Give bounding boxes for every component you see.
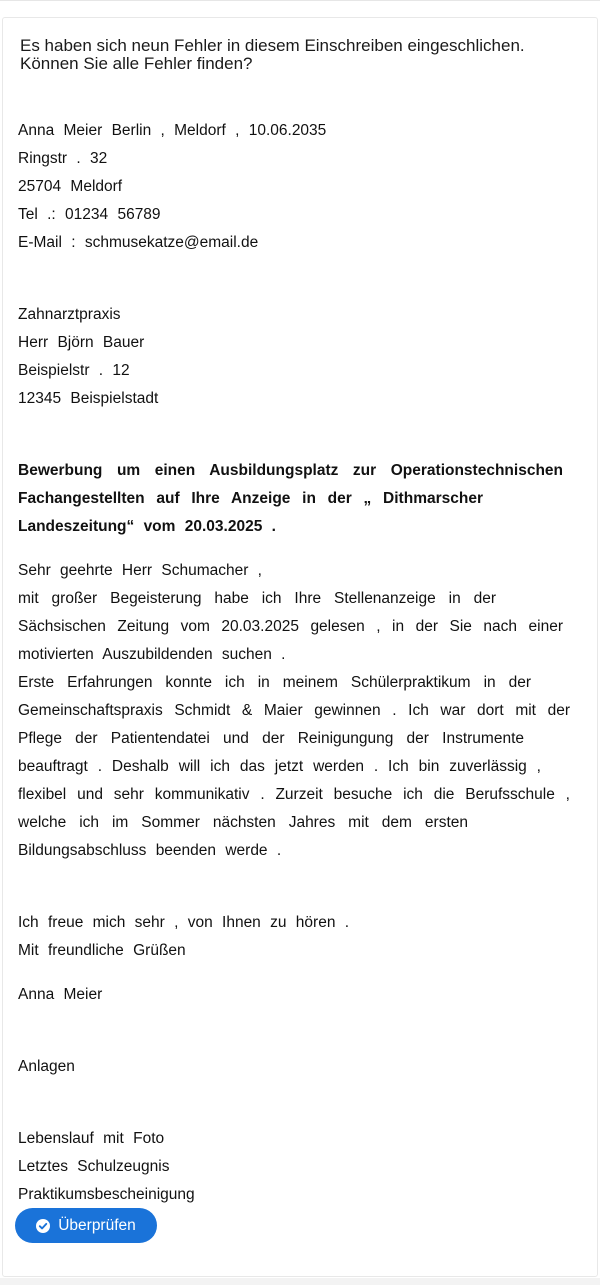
instruction-line-2: Können Sie alle Fehler finden? (20, 54, 253, 73)
recipient-line: Herr Björn Bauer (18, 334, 145, 351)
exercise-instruction (20, 37, 580, 73)
attachment-item: Letztes Schulzeugnis (18, 1158, 170, 1175)
sender-line: Anna Meier Berlin , Meldorf , 10.06.2035 (18, 122, 327, 139)
body-line: Erste Erfahrungen konnte ich in meinem Schülerpraktikum in der (18, 674, 531, 691)
recipient-line: Beispielstr . 12 (18, 362, 130, 379)
body-line: welche ich im Sommer nächsten Jahres mit dem ersten (18, 814, 468, 831)
salutation: Sehr geehrte Herr Schumacher , (18, 562, 262, 579)
attachments-heading: Anlagen (18, 1058, 75, 1075)
bottom-divider (0, 1278, 600, 1285)
sender-line: Ringstr . 32 (18, 150, 108, 167)
attachment-item: Lebenslauf mit Foto (18, 1130, 165, 1147)
closing-line: Ich freue mich sehr , von Ihnen zu hören . (18, 914, 350, 931)
recipient-line: Zahnarztpraxis (18, 306, 121, 323)
subject-line: Bewerbung um einen Ausbildungsplatz zur Operationstechnischen (18, 462, 563, 479)
body-line: mit großer Begeisterung habe ich Ihre Stellenanzeige in der (18, 590, 496, 607)
top-divider (0, 0, 600, 1)
body-line: Sächsischen Zeitung vom 20.03.2025 gelesen , in der Sie nach einer (18, 618, 563, 635)
body-line: Gemeinschaftspraxis Schmidt & Maier gewinnen . Ich war dort mit der (18, 702, 570, 719)
sender-line: E-Mail : schmusekatze@email.de (18, 234, 259, 251)
check-button-label: Überprüfen (58, 1216, 136, 1234)
attachment-item: Praktikumsbescheinigung (18, 1186, 195, 1203)
closing-line: Mit freundliche Grüßen (18, 942, 186, 959)
body-line: Pflege der Patientendatei und der Reinigungung der Instrumente (18, 730, 524, 747)
subject-line: Fachangestellten auf Ihre Anzeige in der „ Dithmarscher (18, 490, 483, 507)
check-circle-icon (36, 1219, 50, 1233)
recipient-line: 12345 Beispielstadt (18, 390, 159, 407)
body-line: flexibel und sehr kommunikativ . Zurzeit besuche ich die Berufsschule , (18, 786, 570, 803)
body-line: Bildungsabschluss beenden werde . (18, 842, 282, 859)
body-line: beauftragt . Deshalb will ich das jetzt werden . Ich bin zuverlässig , (18, 758, 541, 775)
sender-line: 25704 Meldorf (18, 178, 123, 195)
body-line: motivierten Auszubildenden suchen . (18, 646, 286, 663)
signature: Anna Meier (18, 986, 103, 1003)
sender-line: Tel .: 01234 56789 (18, 206, 161, 223)
instruction-line-1: Es haben sich neun Fehler in diesem Einschreiben eingeschlichen. (20, 36, 525, 55)
subject-line: Landeszeitung“ vom 20.03.2025 . (18, 518, 276, 535)
check-button[interactable] (15, 1208, 157, 1243)
